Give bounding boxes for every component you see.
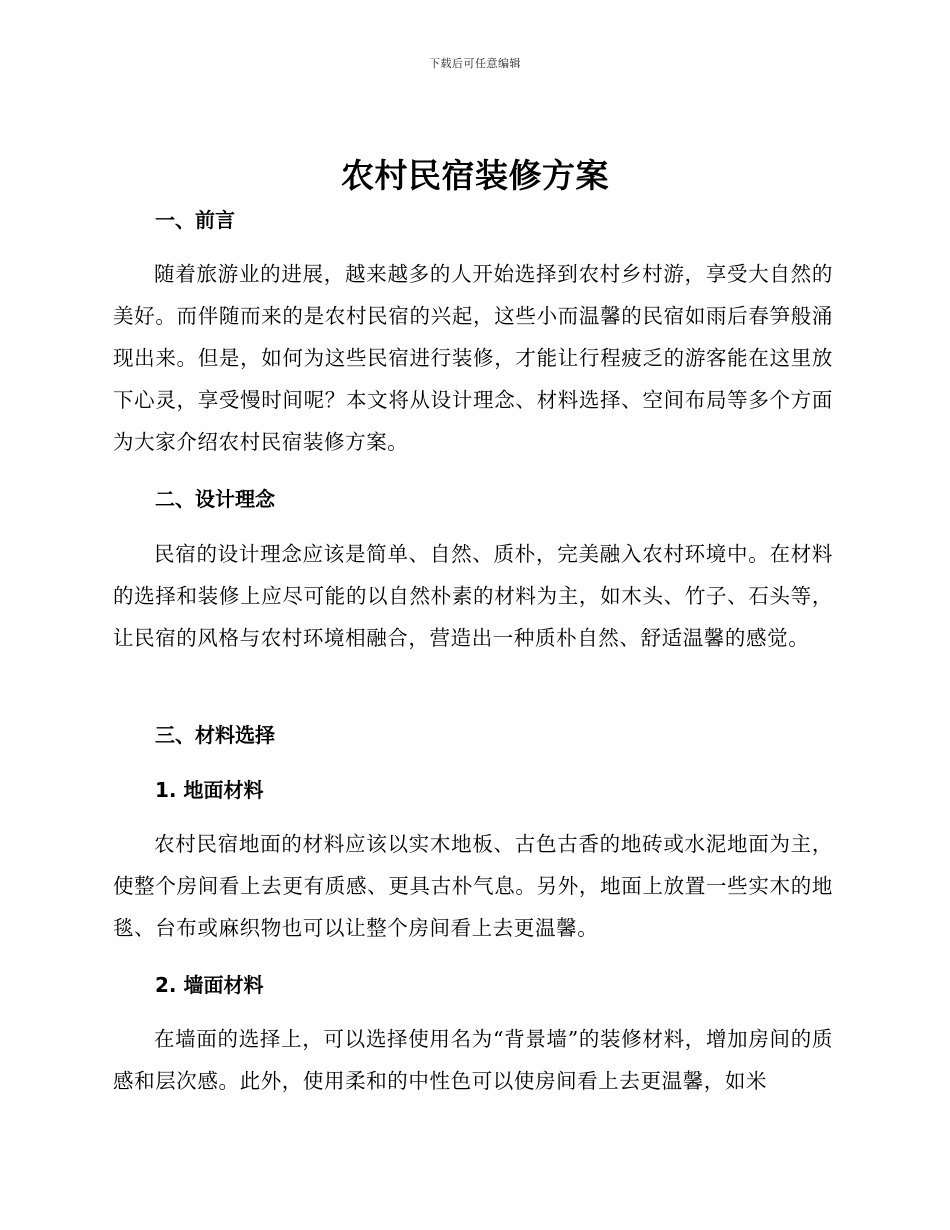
section-heading-material-selection: 三、材料选择	[155, 723, 275, 747]
header-note: 下载后可任意编辑	[429, 57, 521, 70]
subsection-heading-floor-material: 1. 地面材料	[155, 778, 264, 802]
section-heading-design-concept: 二、设计理念	[155, 487, 275, 511]
section-paragraph-preface: 随着旅游业的进展，越来越多的人开始选择到农村乡村游，享受大自然的美好。而伴随而来的是农村民宿的兴起，这些小而温馨的民宿如雨后春笋般涌现出来。但是，如何为这些民宿进行装修，才能让行程疲乏的游客能在这里放下心灵，享受慢时间呢？本文将从设计理念、材料选择、空间布局等多个方面为大家介绍农村民宿装修方案。	[113, 262, 833, 454]
subsection-paragraph-wall-material: 在墙面的选择上，可以选择使用名为“背景墙”的装修材料，增加房间的质感和层次感。此外，使用柔和的中性色可以使房间看上去更温馨，如米	[113, 1027, 833, 1093]
section-paragraph-design-concept: 民宿的设计理念应该是简单、自然、质朴，完美融入农村环境中。在材料的选择和装修上应尽可能的以自然朴素的材料为主，如木头、竹子、石头等，让民宿的风格与农村环境相融合，营造出一种质朴自然、舒适温馨的感觉。	[113, 542, 833, 650]
subsection-heading-wall-material: 2. 墙面材料	[155, 973, 264, 997]
subsection-paragraph-floor-material: 农村民宿地面的材料应该以实木地板、古色古香的地砖或水泥地面为主，使整个房间看上去更有质感、更具古朴气息。另外，地面上放置一些实木的地毯、台布或麻织物也可以让整个房间看上去更温馨。	[113, 832, 833, 940]
document-title: 农村民宿装修方案	[341, 156, 609, 195]
section-heading-preface: 一、前言	[155, 208, 235, 232]
